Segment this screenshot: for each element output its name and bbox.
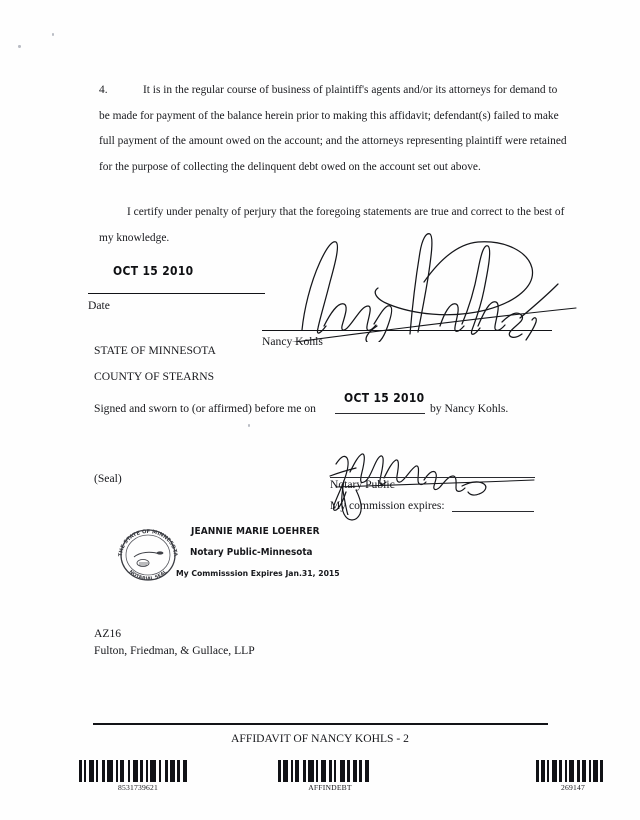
date-signature-line <box>88 293 265 294</box>
svg-text:NOTARIAL SEAL: NOTARIAL SEAL <box>127 569 169 583</box>
commission-expires-label: My commission expires: <box>330 499 445 512</box>
barcode-center <box>278 760 382 782</box>
svg-text:THE STATE OF MINNESOTA: THE STATE OF MINNESOTA <box>117 528 179 557</box>
affiant-signature-line <box>262 330 552 331</box>
footer-divider <box>93 723 548 725</box>
jurat-date-stamp: OCT 15 2010 <box>344 390 425 405</box>
seal-label: (Seal) <box>94 472 122 485</box>
barcode-center-label: AFFINDEBT <box>308 783 352 792</box>
footer-title: AFFIDAVIT OF NANCY KOHLS - 2 <box>231 732 409 745</box>
affiant-name-label: Nancy Kohls <box>262 335 323 348</box>
notary-seal-title: Notary Public-Minnesota <box>190 547 313 558</box>
county-line: COUNTY OF STEARNS <box>94 370 215 383</box>
barcode-left-bars <box>79 760 197 782</box>
notary-seal-impression <box>112 521 184 594</box>
jurat-suffix: by Nancy Kohls. <box>430 402 509 415</box>
barcode-left <box>79 760 197 782</box>
certification-paragraph <box>99 200 567 251</box>
notary-public-label: Notary Public <box>330 478 395 491</box>
notary-seal-name: JEANNIE MARIE LOEHRER <box>191 526 320 537</box>
barcode-right <box>536 760 610 782</box>
paragraph-4-text: It is in the regular course of business of plaintiff's agents and/or its attorneys for demand to be made for payment of the balance herein prior to making this affidavit; defendant(s) failed to make full payment of the amount owed on the account; and the attorneys representing plaintiff were retained for the purpose of collecting the delinquent debt owed on the account set out above. <box>99 84 567 173</box>
date-stamp: OCT 15 2010 <box>113 263 194 278</box>
barcode-right-bars <box>536 760 610 782</box>
barcode-right-label: 269147 <box>561 783 585 792</box>
notary-seal-expires: My Commisssion Expires Jan.31, 2015 <box>176 568 340 578</box>
commission-expires-blank <box>452 511 534 512</box>
paragraph-4-number: 4. <box>99 84 108 96</box>
jurat-prefix: Signed and sworn to (or affirmed) before me on <box>94 402 316 415</box>
barcode-center-bars <box>278 760 382 782</box>
state-line: STATE OF MINNESOTA <box>94 344 216 357</box>
barcode-left-label: 8531739621 <box>118 783 158 792</box>
reference-code: AZ16 <box>94 627 122 640</box>
scan-speck <box>18 45 21 48</box>
scan-speck <box>248 424 250 427</box>
scan-speck <box>52 33 54 36</box>
paragraph-4 <box>99 78 567 180</box>
jurat-date-blank <box>335 413 425 414</box>
certification-text: I certify under penalty of perjury that the foregoing statements are true and correct to the best of my knowledge. <box>99 206 565 244</box>
date-label: Date <box>88 299 110 312</box>
firm-name: Fulton, Friedman, & Gullace, LLP <box>94 644 255 657</box>
